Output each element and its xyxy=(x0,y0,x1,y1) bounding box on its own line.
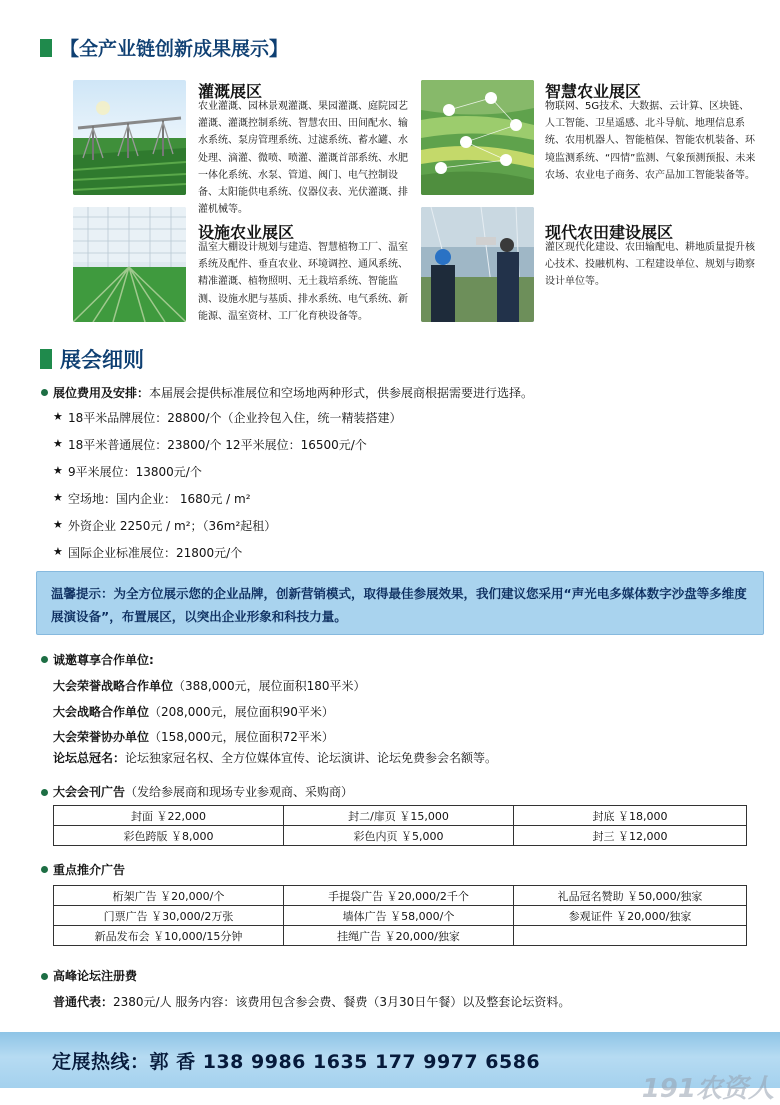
forum-line xyxy=(53,993,570,1010)
fees-line xyxy=(53,384,533,401)
bullet-dot-icon xyxy=(41,389,48,396)
table-row xyxy=(54,926,747,946)
tip-box xyxy=(36,571,764,635)
fee-item-6: 国际企业标准展位：21800元/个 xyxy=(68,546,243,560)
fee-item-1: 18平米品牌展位：28800/个（企业拎包入住，统一精装搭建） xyxy=(68,411,402,425)
tip-text: 温馨提示：为全方位展示您的企业品牌，创新营销模式，取得最佳参展效果，我们建议您采用“声光电多媒体数字沙盘等多维度展演设备”，布置展区，以突出企业形象和科技力量。 xyxy=(51,586,747,624)
forum-heading: 高峰论坛注册费 xyxy=(53,969,138,983)
section1-title: 【全产业链创新成果展示】 xyxy=(60,38,289,60)
zone-desc-smart-agriculture: 物联网、5G技术、大数据、云计算、区块链、人工智能、卫星遥感、北斗导航、地理信息系统、农用机器人、智能植保、智能农机装备、环境监测系统、“四情”监测、气象预测预报、未来农场、农业电子商务、农产品加工智能装备等。 xyxy=(545,101,756,181)
fees-intro: 本届展会提供标准展位和空场地两种形式，供参展商根据需要进行选择。 xyxy=(149,386,534,400)
partner-name: 大会荣誉协办单位 xyxy=(53,730,150,744)
fee-item-2: 18平米普通展位：23800/个 12平米展位：16500元/个 xyxy=(68,438,367,452)
journal-ads-heading-line xyxy=(53,783,353,800)
greenhouse-photo xyxy=(73,207,186,322)
forum-text: 2380元/人 服务内容：该费用包含参会费、餐费（3月30日午餐）以及整套论坛资料。 xyxy=(113,995,571,1009)
partner-detail: （158,000元，展位面积72平米） xyxy=(149,730,334,744)
zone-desc-irrigation: 农业灌溉、园林景观灌溉、果园灌溉、庭院园艺灌溉、灌溉控制系统、智慧农田、田间配水、输水系统、泵房管理系统、过滤系统、蓄水罐、水处理、滴灌、微喷、喷灌、灌溉首部系统、水肥一体化系统、水泵、管道、阀门、电气控制设备、太阳能供电系统、仪器仪表、光伏灌溉、排灌机械等。 xyxy=(198,101,408,216)
fee-item-4: 空场地：国内企业： 1680元 / m² xyxy=(68,492,251,506)
section2-title: 展会细则 xyxy=(60,348,144,372)
table-cell: 墙体广告 ￥58,000/个 xyxy=(284,906,514,926)
table-cell xyxy=(514,926,747,946)
fee-item-5: 外资企业 2250元 / m²；（36m²起租） xyxy=(68,519,277,533)
partner-name: 大会战略合作单位 xyxy=(53,705,150,719)
promo-ads-table xyxy=(53,885,747,946)
bullet-dot-icon xyxy=(41,656,48,663)
star-icon: ★ xyxy=(53,545,63,558)
star-icon: ★ xyxy=(53,518,63,531)
star-icon: ★ xyxy=(53,437,63,450)
journal-ads-table xyxy=(53,805,747,846)
table-cell: 彩色内页 ￥5,000 xyxy=(284,826,514,846)
table-cell: 挂绳广告 ￥20,000/独家 xyxy=(284,926,514,946)
partner-detail: 论坛独家冠名权、全方位媒体宣传、论坛演讲、论坛免费参会名额等。 xyxy=(125,751,498,765)
table-cell: 封面 ￥22,000 xyxy=(54,806,284,826)
table-cell: 封二/扉页 ￥15,000 xyxy=(284,806,514,826)
farmland-construction-photo xyxy=(421,207,534,322)
bullet-dot-icon xyxy=(41,789,48,796)
fees-label: 展位费用及安排： xyxy=(53,386,150,400)
star-icon: ★ xyxy=(53,491,63,504)
smart-agriculture-photo xyxy=(421,80,534,195)
table-row xyxy=(54,886,747,906)
partner-row-4 xyxy=(53,749,497,766)
table-row xyxy=(54,906,747,926)
partner-detail: （388,000元，展位面积180平米） xyxy=(173,679,366,693)
hotline-text: 定展热线：郭 香 138 9986 1635 177 9977 6586 xyxy=(52,1051,541,1073)
table-cell: 礼品冠名赞助 ￥50,000/独家 xyxy=(514,886,747,906)
zone-title-greenhouse: 设施农业展区 xyxy=(198,223,295,242)
partner-detail: （208,000元，展位面积90平米） xyxy=(149,705,334,719)
zone-title-farmland: 现代农田建设展区 xyxy=(545,223,674,242)
table-cell: 门票广告 ￥30,000/2万张 xyxy=(54,906,284,926)
watermark: 191农资人 xyxy=(641,1074,774,1104)
fee-item-3: 9平米展位：13800元/个 xyxy=(68,465,202,479)
partner-row-1 xyxy=(53,677,366,694)
forum-label: 普通代表： xyxy=(53,995,114,1009)
table-cell: 封底 ￥18,000 xyxy=(514,806,747,826)
partners-heading: 诚邀尊享合作单位: xyxy=(53,653,154,667)
table-cell: 新品发布会 ￥10,000/15分钟 xyxy=(54,926,284,946)
partner-name: 论坛总冠名： xyxy=(53,751,126,765)
table-cell: 封三 ￥12,000 xyxy=(514,826,747,846)
star-icon: ★ xyxy=(53,410,63,423)
bullet-dot-icon xyxy=(41,866,48,873)
table-cell: 参观证件 ￥20,000/独家 xyxy=(514,906,747,926)
table-row xyxy=(54,806,747,826)
partner-row-3 xyxy=(53,728,334,745)
table-cell: 桁架广告 ￥20,000/个 xyxy=(54,886,284,906)
table-row xyxy=(54,826,747,846)
journal-ads-note: （发给参展商和现场专业参观商、采购商） xyxy=(125,785,354,799)
zone-desc-farmland: 灌区现代化建设、农田输配电、耕地质量提升核心技术、投融机构、工程建设单位、规划与勘察设计单位等。 xyxy=(545,242,755,288)
zone-title-smart-agriculture: 智慧农业展区 xyxy=(545,82,642,101)
zone-desc-greenhouse: 温室大棚设计规划与建造、智慧植物工厂、温室系统及配件、垂直农业、环境调控、通风系统、精准灌溉、植物照明、无土栽培系统、智能监测、设施水肥与基质、排水系统、电气系统、新能源、温室资材、工厂化育秧设备等。 xyxy=(198,242,408,322)
section-marker-icon xyxy=(40,349,52,369)
bullet-dot-icon xyxy=(41,973,48,980)
partner-name: 大会荣誉战略合作单位 xyxy=(53,679,174,693)
table-cell: 手提袋广告 ￥20,000/2千个 xyxy=(284,886,514,906)
promo-ads-heading: 重点推介广告 xyxy=(53,863,126,877)
star-icon: ★ xyxy=(53,464,63,477)
table-cell: 彩色跨版 ￥8,000 xyxy=(54,826,284,846)
partner-row-2 xyxy=(53,703,334,720)
journal-ads-heading: 大会会刊广告 xyxy=(53,785,126,799)
section-marker-icon xyxy=(40,39,52,57)
zone-title-irrigation: 灌溉展区 xyxy=(198,82,263,101)
irrigation-photo xyxy=(73,80,186,195)
